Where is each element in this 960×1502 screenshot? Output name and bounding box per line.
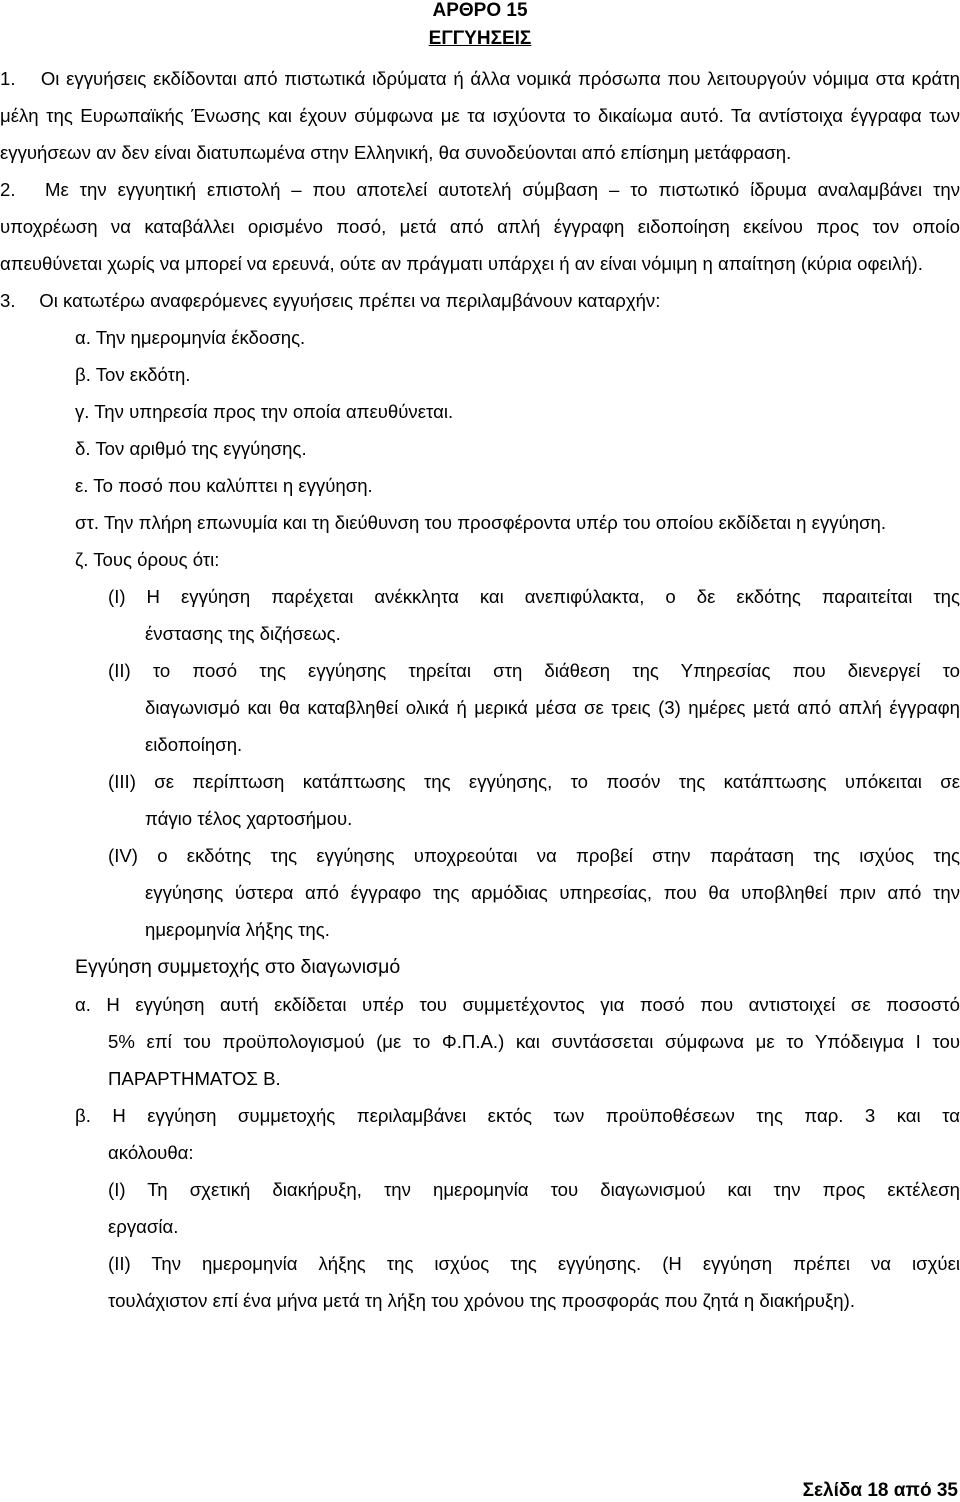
list-item-c: γ. Την υπηρεσία προς την οποία απευθύνεται. [75, 401, 454, 422]
term-2-continuation: διαγωνισμό και θα καταβληθεί ολικά ή μερικά μέσα σε τρεις (3) ημέρες μετά από απλή έγγραφη ειδοποίηση. [145, 697, 960, 755]
list-item-st: στ. Την πλήρη επωνυμία και τη διεύθυνση του προσφέροντα υπέρ του οποίου εκδίδεται η εγγύηση. [75, 512, 887, 533]
list-item-e: ε. Το ποσό που καλύπτει η εγγύηση. [75, 475, 373, 496]
term-4-line: (IV) ο εκδότης της εγγύησης υποχρεούται να προβεί στην παράταση της ισχύος της [108, 845, 960, 866]
paragraph-2: 2. Με την εγγυητική επιστολή – που αποτελεί αυτοτελή σύμβαση – το πιστωτικό ίδρυμα αναλαμβάνει την υποχρέωση να καταβάλλει ορισμένο ποσό, μετά από απλή έγγραφη ειδοποίηση εκείνου προς τον οποίο απευθύνεται χωρίς να μπορεί να ερευνά, ούτε αν πράγματι υπάρχει ή αν είναι νόμιμη η απαίτηση (κύρια οφειλή). [0, 179, 960, 274]
term-1-continuation: ένστασης της διζήσεως. [145, 623, 341, 644]
article-title: ΑΡΘΡΟ 15 [432, 0, 528, 21]
article-subtitle: ΕΓΓΥΗΣΕΙΣ [428, 28, 532, 49]
participation-item-b1-continuation: εργασία. [108, 1216, 179, 1237]
participation-item-b: β. Η εγγύηση συμμετοχής περιλαμβάνει εκτός των προϋποθέσεων της παρ. 3 και τα [75, 1105, 960, 1126]
term-1-line: (Ι) Η εγγύηση παρέχεται ανέκκλητα και ανεπιφύλακτα, ο δε εκδότης παραιτείται της [108, 586, 960, 607]
participation-item-b1: (Ι) Τη σχετική διακήρυξη, την ημερομηνία του διαγωνισμού και την προς εκτέλεση [108, 1179, 960, 1200]
term-3-line: (ΙΙΙ) σε περίπτωση κατάπτωσης της εγγύησης, το ποσόν της κατάπτωσης υπόκειται σε [108, 771, 960, 792]
participation-item-b-continuation: ακόλουθα: [108, 1142, 194, 1163]
term-3-continuation: πάγιο τέλος χαρτοσήμου. [145, 808, 353, 829]
term-4-continuation: εγγύησης ύστερα από έγγραφο της αρμόδιας υπηρεσίας, που θα υποβληθεί πριν από την ημερομηνία λήξης της. [145, 882, 960, 940]
list-item-d: δ. Τον αριθμό της εγγύησης. [75, 438, 307, 459]
paragraph-3: 3. Οι κατωτέρω αναφερόμενες εγγυήσεις πρέπει να περιλαμβάνουν καταρχήν: [0, 290, 661, 311]
list-item-z: ζ. Τους όρους ότι: [75, 549, 220, 570]
list-item-a: α. Την ημερομηνία έκδοσης. [75, 327, 306, 348]
term-2-line: (ΙΙ) το ποσό της εγγύησης τηρείται στη διάθεση της Υπηρεσίας που διενεργεί το [108, 660, 960, 681]
participation-item-a-continuation: 5% επί του προϋπολογισμού (με το Φ.Π.Α.) και συντάσσεται σύμφωνα με το Υπόδειγμα Ι του ΠΑΡΑΡΤΗΜΑΤΟΣ Β. [108, 1031, 960, 1089]
participation-item-a: α. Η εγγύηση αυτή εκδίδεται υπέρ του συμμετέχοντος για ποσό που αντιστοιχεί σε ποσοστό [75, 994, 960, 1015]
participation-item-b2: (ΙΙ) Την ημερομηνία λήξης της ισχύος της εγγύησης. (Η εγγύηση πρέπει να ισχύει [108, 1253, 960, 1274]
participation-heading: Εγγύηση συμμετοχής στο διαγωνισμό [75, 956, 401, 978]
list-item-b: β. Τον εκδότη. [75, 364, 191, 385]
page-number: Σελίδα 18 από 35 [802, 1480, 958, 1501]
paragraph-1: 1. Οι εγγυήσεις εκδίδονται από πιστωτικά ιδρύματα ή άλλα νομικά πρόσωπα που λειτουργούν νόμιμα στα κράτη μέλη της Ευρωπαϊκής Ένωσης και έχουν σύμφωνα με τα ισχύοντα το δικαίωμα αυτό. Τα αντίστοιχα έγγραφα των εγγυήσεων αν δεν είναι διατυπωμένα στην Ελληνική, θα συνοδεύονται από επίσημη μετάφραση. [0, 68, 960, 163]
participation-item-b2-continuation: τουλάχιστον επί ένα μήνα μετά τη λήξη του χρόνου της προσφοράς που ζητά η διακήρυξη). [108, 1290, 855, 1311]
